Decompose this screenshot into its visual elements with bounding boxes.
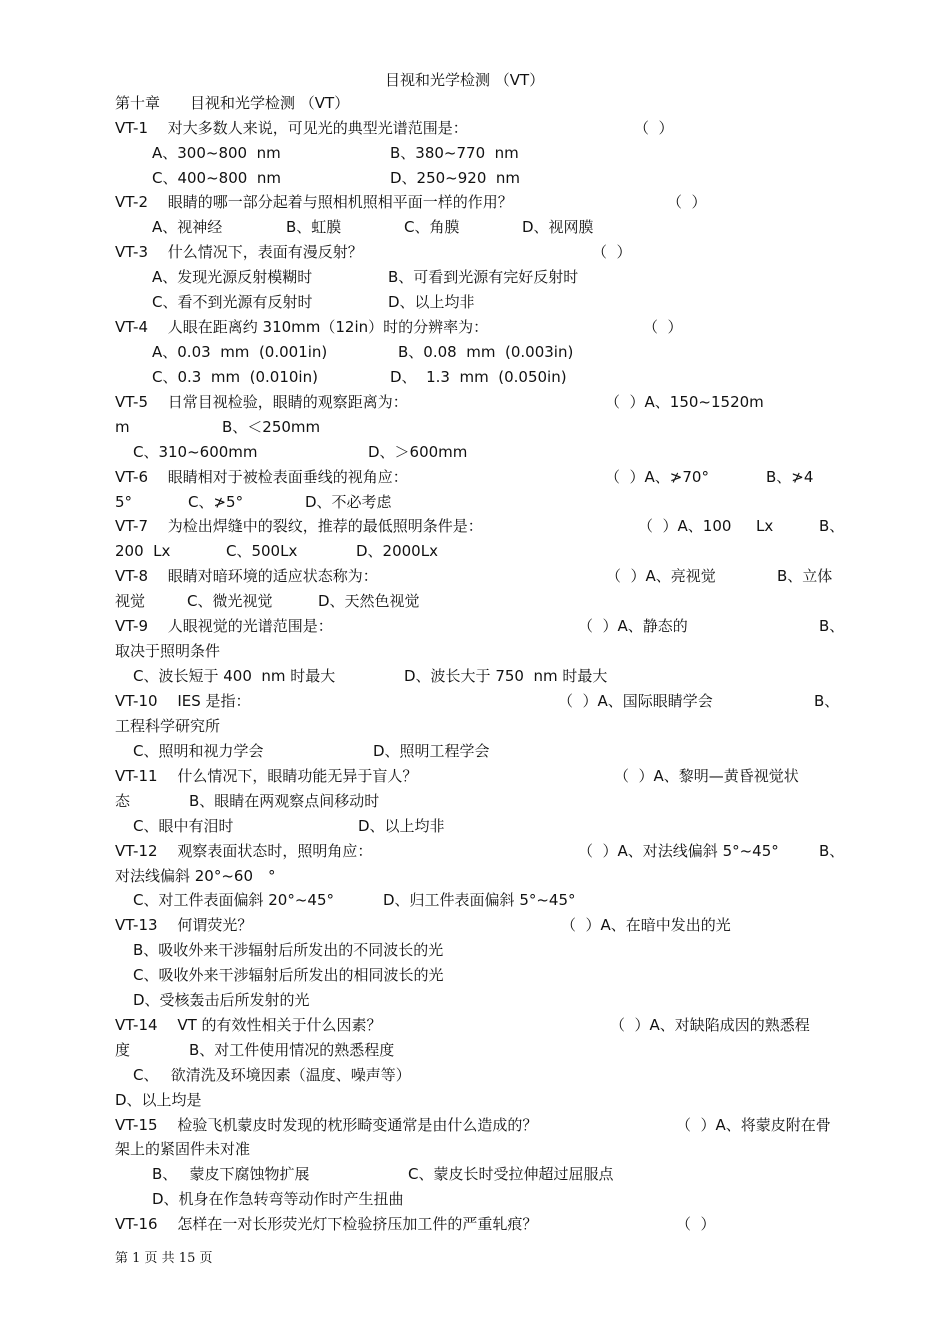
q12-stem: VT-12 观察表面状态时，照明角应： [115,842,373,860]
q1-stem: VT-1 对大多数人来说，可见光的典型光谱范围是： [115,119,468,137]
q10-option-a: （ ）A、国际眼睛学会 [558,692,713,710]
q16-blank: （ ） [676,1215,716,1233]
q7-stem: VT-7 为检出焊缝中的裂纹，推荐的最低照明条件是： [115,517,483,535]
q12-option-c: C、对工件表面偏斜 20°~45° [133,891,334,909]
q14-option-c: C、 欲清洗及环境因素（温度、噪声等） [133,1066,411,1084]
q6-option-a: （ ）A、≯70° [605,468,709,486]
q14-wrap: 度 [115,1041,131,1059]
q9-wrap: 取决于照明条件 [115,642,221,660]
q10-wrap: 工程科学研究所 [115,717,221,735]
q7-option-a: （ ）A、100 Lx [638,517,774,535]
q4-stem: VT-4 人眼在距离约 310mm（12in）时的分辨率为： [115,318,489,336]
q7-option-d: D、2000Lx [356,542,438,560]
q4-option-c: C、0.3 mm (0.010in) [152,368,318,386]
q10-stem: VT-10 IES 是指： [115,692,251,710]
q10-option-b: B、 [814,692,840,710]
q15-option-d: D、机身在作急转弯等动作时产生扭曲 [152,1190,404,1208]
q4-option-d: D、 1.3 mm (0.050in) [390,368,567,386]
q3-option-c: C、看不到光源有反射时 [152,293,313,311]
q5-option-c: C、310~600mm [133,443,258,461]
q8-option-a: （ ）A、亮视觉 [606,567,716,585]
q5-option-d: D、＞600mm [368,443,468,461]
q8-stem: VT-8 眼睛对暗环境的适应状态称为： [115,567,378,585]
q8-wrap: 视觉 [115,592,146,610]
q13-option-c: C、吸收外来干涉辐射后所发出的相同波长的光 [133,966,444,984]
q5-stem: VT-5 日常目视检验，眼睛的观察距离为： [115,393,408,411]
q3-option-d: D、以上均非 [388,293,475,311]
q13-stem: VT-13 何谓荧光？ [115,916,253,934]
q11-option-a: （ ）A、黎明—黄昏视觉状 [614,767,799,785]
q5-option-a: （ ）A、150~1520m [605,393,764,411]
q1-option-c: C、400~800 nm [152,169,281,187]
q1-option-a: A、300~800 nm [152,144,281,162]
q7-option-b: B、 [819,517,845,535]
q12-option-b: B、 [819,842,845,860]
q11-wrap: 态 [115,792,131,810]
q2-option-c: C、角膜 [404,218,460,236]
q7-option-c: C、500Lx [226,542,298,560]
q5-option-b: B、＜250mm [222,418,321,436]
q6-option-c: C、≯5° [188,493,244,511]
q15-option-a: （ ）A、将蒙皮附在骨 [676,1116,831,1134]
q2-option-b: B、虹膜 [286,218,342,236]
q14-option-a: （ ）A、对缺陷成因的熟悉程 [610,1016,810,1034]
page-title: 目视和光学检测 （VT） [385,71,545,89]
q2-option-a: A、视神经 [152,218,223,236]
q13-option-b: B、吸收外来干涉辐射后所发出的不同波长的光 [133,941,444,959]
q8-option-c: C、微光视觉 [187,592,273,610]
q4-option-b: B、0.08 mm (0.003in) [398,343,574,361]
q2-option-d: D、视网膜 [522,218,594,236]
q9-option-b: B、 [819,617,845,635]
q9-stem: VT-9 人眼视觉的光谱范围是： [115,617,333,635]
q15-stem: VT-15 检验飞机蒙皮时发现的枕形畸变通常是由什么造成的？ [115,1116,538,1134]
q12-wrap: 对法线偏斜 20°~60 ° [115,867,276,885]
q14-stem: VT-14 VT 的有效性相关于什么因素？ [115,1016,382,1034]
q10-option-c: C、照明和视力学会 [133,742,264,760]
q8-option-b: B、立体 [777,567,833,585]
q1-option-b: B、380~770 nm [390,144,519,162]
q8-option-d: D、天然色视觉 [318,592,420,610]
q11-option-b: B、眼睛在两观察点间移动时 [189,792,380,810]
q4-blank: （ ） [643,318,683,336]
q3-option-a: A、发现光源反射模糊时 [152,268,313,286]
q9-option-a: （ ）A、静态的 [578,617,688,635]
q11-stem: VT-11 什么情况下，眼睛功能无异于盲人？ [115,767,418,785]
q12-option-d: D、归工件表面偏斜 5°~45° [383,891,576,909]
q15-wrap: 架上的紧固件未对准 [115,1140,251,1158]
q13-option-a: （ ）A、在暗中发出的光 [561,916,731,934]
q13-option-d: D、受核轰击后所发射的光 [133,991,310,1009]
q12-option-a: （ ）A、对法线偏斜 5°~45° [578,842,779,860]
q9-option-d: D、波长大于 750 nm 时最大 [404,667,608,685]
q6-option-d: D、不必考虑 [305,493,392,511]
q16-stem: VT-16 怎样在一对长形荧光灯下检验挤压加工件的严重轧痕？ [115,1215,538,1233]
q1-blank: （ ） [634,119,674,137]
q10-option-d: D、照明工程学会 [373,742,490,760]
q15-option-c: C、蒙皮长时受拉伸超过屈服点 [408,1165,614,1183]
q11-option-d: D、以上均非 [358,817,445,835]
q3-stem: VT-3 什么情况下，表面有漫反射？ [115,243,363,261]
q14-option-b: B、对工件使用情况的熟悉程度 [189,1041,395,1059]
q6-stem: VT-6 眼睛相对于被检表面垂线的视角应： [115,468,408,486]
q2-stem: VT-2 眼睛的哪一部分起着与照相机照相平面一样的作用？ [115,193,513,211]
q11-option-c: C、眼中有泪时 [133,817,234,835]
chapter-heading: 第十章 目视和光学检测 （VT） [115,94,350,112]
q5-wrap: m [115,418,130,436]
q14-option-d: D、以上均是 [115,1091,202,1109]
q4-option-a: A、0.03 mm (0.001in) [152,343,328,361]
q9-option-c: C、波长短于 400 nm 时最大 [133,667,336,685]
q3-option-b: B、可看到光源有完好反射时 [388,268,579,286]
q7-wrap: 200 Lx [115,542,171,560]
q6-wrap: 5° [115,493,133,511]
q2-blank: （ ） [667,193,707,211]
q1-option-d: D、250~920 nm [390,169,521,187]
q15-option-b: B、 蒙皮下腐蚀物扩展 [152,1165,310,1183]
page-footer: 第 1 页 共 15 页 [115,1251,213,1266]
q3-blank: （ ） [592,243,632,261]
q6-option-b: B、≯4 [766,468,814,486]
